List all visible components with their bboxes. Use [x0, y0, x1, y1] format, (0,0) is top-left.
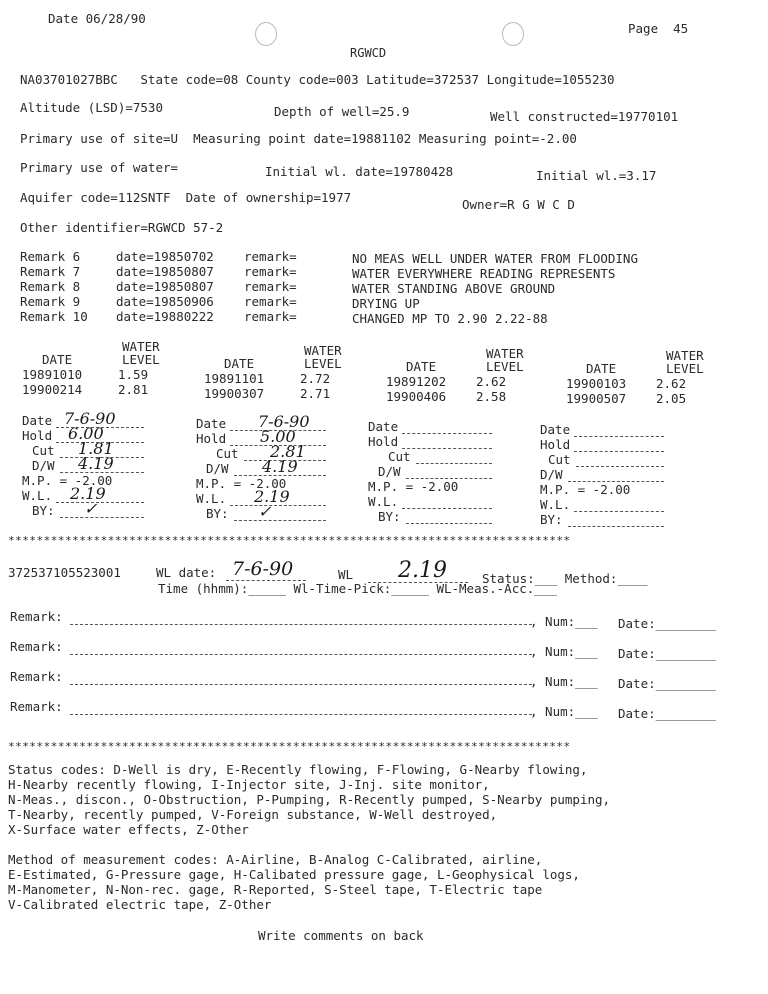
entry-dw-label: D/W: [206, 461, 229, 476]
wl-date-label: WL date:: [156, 565, 217, 580]
remark-date: date=19850906: [116, 294, 214, 309]
entry-wl-label: W.L.: [196, 491, 227, 506]
measurement-entry-1: [22, 409, 192, 526]
entry-by-line: [234, 520, 326, 521]
entry-dw-value[interactable]: 4.19: [262, 457, 298, 476]
entry-wl-line: [402, 508, 492, 509]
status-method[interactable]: Status:___ Method:____: [482, 571, 648, 586]
entry-hold-line: [574, 451, 664, 452]
remark-text: CHANGED MP TO 2.90 2.22-88: [352, 311, 548, 326]
remark-label: Remark 9: [20, 294, 81, 309]
status-codes-line: X-Surface water effects, Z-Other: [8, 822, 249, 837]
level-date: 19891010: [22, 367, 83, 382]
punch-hole-left: [255, 22, 277, 46]
entry-date-value[interactable]: 7-6-90: [258, 412, 310, 431]
date-header: DATE: [406, 359, 437, 374]
method-codes-legend: [8, 852, 580, 912]
remark-date: date=19850702: [116, 249, 214, 264]
entry-wl-value[interactable]: 2.19: [254, 487, 290, 506]
entry-cut-value[interactable]: 2.81: [270, 442, 306, 461]
site-number: 372537105523001: [8, 565, 121, 580]
primary-use-site: Primary use of site=U Measuring point date=19881102 Measuring point=-2.00: [20, 131, 577, 146]
entry-mp: M.P. = -2.00: [540, 482, 631, 497]
entry-cut-label: Cut: [548, 452, 571, 467]
level-column-2: [204, 344, 364, 404]
separator-stars-bottom: *******************************************************************************: [8, 740, 571, 753]
entry-by-initials[interactable]: ✓: [84, 499, 98, 518]
remark-tag: remark=: [244, 249, 297, 264]
level-date: 19900307: [204, 386, 265, 401]
remark-entry-label: Remark:: [10, 609, 63, 624]
level-date: 19900214: [22, 382, 83, 397]
method-codes-line: M-Manometer, N-Non-rec. gage, R-Reported, S-Steel tape, T-Electric tape: [8, 882, 543, 897]
entry-wl-label: W.L.: [368, 494, 399, 509]
remark-entry-line[interactable]: [70, 624, 532, 625]
remark-entry-line[interactable]: [70, 654, 532, 655]
level-column-4: [566, 349, 736, 409]
entry-date-line: [402, 433, 492, 434]
entry-mp: M.P. = -2.00: [196, 476, 287, 491]
measurement-entry-4: [540, 423, 710, 535]
entry-cut-line: [576, 466, 664, 467]
level-value: 2.05: [656, 391, 687, 406]
aquifer-code: Aquifer code=112SNTF Date of ownership=1977: [20, 190, 352, 205]
entry-hold-label: Hold: [22, 428, 53, 443]
separator-stars-top: *******************************************************************************: [8, 534, 571, 547]
entry-date-label: Date: [196, 416, 227, 431]
time-fields[interactable]: Time (hhmm):_____ Wl-Time-Pick:_____ WL-Meas.-Acc.___: [158, 581, 557, 596]
date-header: DATE: [224, 356, 255, 371]
remark-entry-date[interactable]: Date:________: [618, 646, 716, 661]
status-codes-line: T-Nearby, recently pumped, V-Foreign substance, W-Well destroyed,: [8, 807, 498, 822]
entry-by-label: BY:: [32, 503, 55, 518]
entry-hold-label: Hold: [540, 437, 571, 452]
entry-dw-label: D/W: [540, 467, 563, 482]
punch-hole-right: [502, 22, 524, 46]
page-number: Page 45: [628, 21, 689, 36]
level-value: 2.81: [118, 382, 149, 397]
entry-dw-label: D/W: [32, 458, 55, 473]
other-identifier: Other identifier=RGWCD 57-2: [20, 220, 224, 235]
remark-entry-label: Remark:: [10, 639, 63, 654]
entry-hold-line: [402, 448, 492, 449]
remark-entry-date[interactable]: Date:________: [618, 676, 716, 691]
entry-wl-label: W.L.: [22, 488, 53, 503]
well-depth: Depth of well=25.9: [274, 104, 410, 119]
altitude: Altitude (LSD)=7530: [20, 100, 163, 115]
remark-label: Remark 6: [20, 249, 81, 264]
site-id-line: NA03701027BBC State code=08 County code=003 Latitude=372537 Longitude=1055230: [20, 72, 615, 87]
remark-text: WATER STANDING ABOVE GROUND: [352, 281, 556, 296]
level-value: 2.71: [300, 386, 331, 401]
entry-mp: M.P. = -2.00: [22, 473, 113, 488]
date-header: DATE: [42, 352, 73, 367]
level-header: LEVEL: [486, 359, 524, 374]
entry-hold-label: Hold: [196, 431, 227, 446]
agency-title: RGWCD: [350, 46, 387, 60]
remark-entry-label: Remark:: [10, 699, 63, 714]
remark-entry-num[interactable]: , Num:___: [530, 644, 598, 659]
level-value: 2.58: [476, 389, 507, 404]
remark-entry-num[interactable]: , Num:___: [530, 674, 598, 689]
entry-mp: M.P. = -2.00: [368, 479, 459, 494]
entry-hold-label: Hold: [368, 434, 399, 449]
status-codes-line: N-Meas., discon., O-Obstruction, P-Pumping, R-Recently pumped, S-Nearby pumping,: [8, 792, 611, 807]
remark-text: WATER EVERYWHERE READING REPRESENTS: [352, 266, 616, 281]
entry-cut-line: [416, 463, 492, 464]
water-header: WATER: [304, 343, 342, 358]
entry-by-line: [568, 526, 664, 527]
level-header: LEVEL: [122, 352, 160, 367]
entry-by-line: [406, 523, 492, 524]
status-codes-legend: [8, 762, 610, 837]
level-date: 19900406: [386, 389, 447, 404]
measurement-entry-2: [196, 412, 366, 529]
entry-wl-label: W.L.: [540, 497, 571, 512]
entry-cut-label: Cut: [216, 446, 239, 461]
entry-date-label: Date: [368, 419, 399, 434]
entry-cut-value[interactable]: 1.81: [78, 439, 114, 458]
remark-date: date=19850807: [116, 279, 214, 294]
status-codes-line: H-Nearby recently flowing, I-Injector site, J-Inj. site monitor,: [8, 777, 490, 792]
level-value: 2.62: [476, 374, 507, 389]
remark-entry-date[interactable]: Date:________: [618, 706, 716, 721]
primary-use-water: Primary use of water=: [20, 160, 179, 175]
remark-label: Remark 7: [20, 264, 81, 279]
entry-by-label: BY:: [206, 506, 229, 521]
entry-cut-label: Cut: [32, 443, 55, 458]
method-codes-line: Method of measurement codes: A-Airline, B-Analog C-Calibrated, airline,: [8, 852, 543, 867]
entry-date-label: Date: [540, 422, 571, 437]
initial-wl-date: Initial wl. date=19780428: [265, 164, 454, 179]
level-value: 2.72: [300, 371, 331, 386]
entry-hold-value[interactable]: 6.00: [68, 424, 104, 443]
method-codes-line: V-Calibrated electric tape, Z-Other: [8, 897, 272, 912]
level-header: LEVEL: [666, 361, 704, 376]
remark-tag: remark=: [244, 294, 297, 309]
level-date: 19891101: [204, 371, 265, 386]
wl-date-value[interactable]: 7-6-90: [232, 558, 294, 580]
level-date: 19900507: [566, 391, 627, 406]
level-value: 2.62: [656, 376, 687, 391]
entry-date-value[interactable]: 7-6-90: [64, 409, 116, 428]
remark-date: date=19850807: [116, 264, 214, 279]
entry-cut-label: Cut: [388, 449, 411, 464]
entry-date-label: Date: [22, 413, 53, 428]
remark-label: Remark 10: [20, 309, 88, 324]
remark-date: date=19880222: [116, 309, 214, 324]
entry-by-line: [60, 517, 144, 518]
level-column-1: [22, 340, 182, 400]
footer-note: Write comments on back: [258, 928, 424, 943]
remark-text: DRYING UP: [352, 296, 420, 311]
level-date: 19891202: [386, 374, 447, 389]
initial-wl: Initial wl.=3.17: [536, 168, 657, 183]
remark-entry-num[interactable]: , Num:___: [530, 704, 598, 719]
wl-value[interactable]: 2.19: [398, 558, 447, 583]
remark-entry-label: Remark:: [10, 669, 63, 684]
remark-entry-date[interactable]: Date:________: [618, 616, 716, 631]
entry-hold-value[interactable]: 5.00: [260, 427, 296, 446]
entry-by-initials[interactable]: ✓: [258, 502, 272, 521]
remark-entry-num[interactable]: , Num:___: [530, 614, 598, 629]
water-header: WATER: [666, 348, 704, 363]
remark-tag: remark=: [244, 309, 297, 324]
remark-tag: remark=: [244, 279, 297, 294]
level-value: 1.59: [118, 367, 149, 382]
method-codes-line: E-Estimated, G-Pressure gage, H-Calibated pressure gage, L-Geophysical logs,: [8, 867, 580, 882]
remark-label: Remark 8: [20, 279, 81, 294]
level-date: 19900103: [566, 376, 627, 391]
remark-text: NO MEAS WELL UNDER WATER FROM FLOODING: [352, 251, 638, 266]
entry-by-label: BY:: [540, 512, 563, 527]
entry-by-label: BY:: [378, 509, 401, 524]
entry-wl-line: [574, 511, 664, 512]
entry-date-line: [574, 436, 664, 437]
remark-tag: remark=: [244, 264, 297, 279]
owner: Owner=R G W C D: [462, 197, 575, 212]
entry-dw-value[interactable]: 4.19: [78, 454, 114, 473]
wl-label: WL: [338, 567, 354, 582]
level-column-3: [386, 347, 546, 407]
water-header: WATER: [486, 346, 524, 361]
entry-dw-label: D/W: [378, 464, 401, 479]
measurement-entry-3: [368, 420, 538, 532]
remark-entry-line[interactable]: [70, 714, 532, 715]
entry-wl-value[interactable]: 2.19: [70, 484, 106, 503]
report-date: Date 06/28/90: [48, 11, 146, 26]
date-header: DATE: [586, 361, 617, 376]
level-header: LEVEL: [304, 356, 342, 371]
water-header: WATER: [122, 339, 160, 354]
well-constructed: Well constructed=19770101: [490, 109, 679, 124]
remark-entry-line[interactable]: [70, 684, 532, 685]
status-codes-line: Status codes: D-Well is dry, E-Recently flowing, F-Flowing, G-Nearby flowing,: [8, 762, 588, 777]
